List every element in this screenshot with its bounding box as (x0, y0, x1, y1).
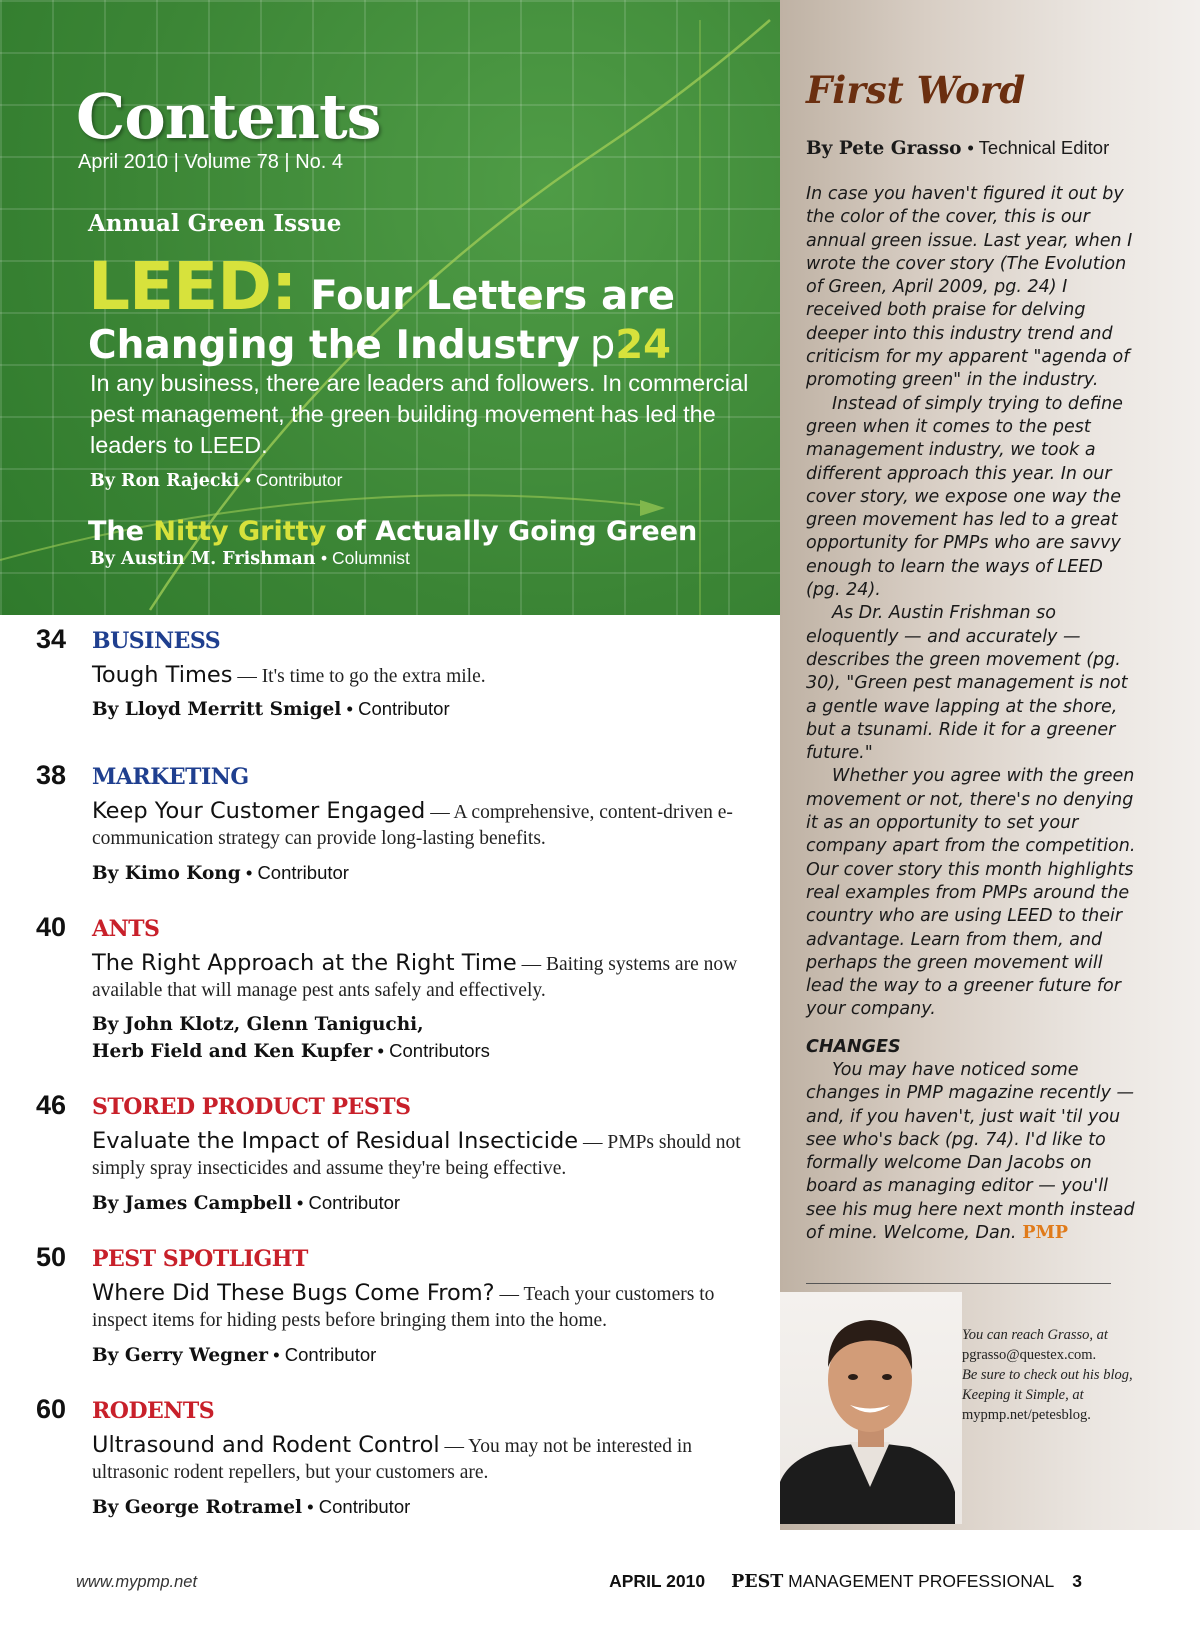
toc-role: • Contributor (341, 698, 450, 719)
headline-part1: Four Letters are (310, 273, 676, 319)
secondary-post: of Actually Going Green (335, 516, 698, 547)
cover-deck: In any business, there are leaders and followers. In commercial pest management, the green building movement has led the leaders to LEED. (90, 370, 749, 458)
toc-title: Evaluate the Impact of Residual Insecticide (92, 1128, 579, 1154)
footer-folio (609, 1571, 1082, 1592)
toc-byline (92, 1038, 490, 1065)
toc-summary (92, 1128, 752, 1182)
toc-dash: — (425, 802, 454, 823)
contact-text: Be sure to check out his blog, Keeping it Simple, at (962, 1367, 1133, 1403)
toc-page-number: 60 (36, 1394, 67, 1424)
first-word-title: First Word (806, 68, 1026, 112)
contact-text: You can reach Grasso, at (962, 1327, 1108, 1343)
section-heading: CHANGES (806, 1036, 901, 1057)
secondary-headline[interactable] (88, 516, 697, 547)
toc-author: By James Campbell (92, 1193, 292, 1214)
headline-part2: Changing the Industry (88, 323, 580, 368)
paragraph: Whether you agree with the green movement or not, there's no denying it as an opportunity to set your company apart from the competition. Our cover story this month highlights real examples from PMPs around the country who are using LEED to their advantage. Learn from them, and perhaps the green movement will lead the way to a greener future for your company. (806, 766, 1136, 1020)
toc-dash: — (494, 1284, 524, 1305)
page-prefix: p (589, 322, 616, 368)
toc-byline (92, 1190, 400, 1217)
magazine-name-rest: MANAGEMENT PROFESSIONAL (783, 1571, 1055, 1591)
footer-date: APRIL 2010 (609, 1571, 706, 1591)
contact-email[interactable]: pgrasso@questex.com. (962, 1347, 1097, 1363)
cover-headline[interactable] (88, 248, 675, 325)
toc-category: BUSINESS (92, 628, 221, 654)
toc-entry[interactable] (0, 912, 780, 1072)
toc-description: You may not be interested in ultrasonic rodent repellers, but your customers are. (92, 1436, 692, 1483)
toc-dash: — (439, 1436, 469, 1457)
issue-info: April 2010 | Volume 78 | No. 4 (78, 151, 343, 173)
paragraph: As Dr. Austin Frishman so eloquently — and accurately — describes the green movement (pg. 30), "Green pest management is not a gentle wave lapping at the shore, but a tsunami. Ride it for a greener future." (806, 603, 1128, 764)
contact-note (962, 1325, 1137, 1425)
toc-author: By George Rotramel (92, 1497, 302, 1518)
cover-kicker: Annual Green Issue (88, 210, 342, 237)
toc-title: Ultrasound and Rodent Control (92, 1432, 440, 1458)
toc-description: Teach your customers to inspect items for hiding pests before bringing them into the home. (92, 1284, 715, 1331)
toc-dash: — (516, 954, 547, 975)
toc-category: STORED PRODUCT PESTS (92, 1094, 411, 1120)
author-photo (780, 1292, 962, 1524)
toc-dash: — (578, 1132, 608, 1153)
toc-category: MARKETING (92, 764, 249, 790)
toc-description: PMPs should not simply spray insecticides and assume they're being effective. (92, 1132, 741, 1179)
first-word-byline (806, 137, 1109, 159)
page-reference: 24 (615, 322, 671, 368)
cover-byline (90, 470, 342, 491)
toc-entry[interactable] (0, 1242, 780, 1372)
toc-page-number: 38 (36, 760, 67, 790)
author-role: • Columnist (321, 548, 410, 568)
toc-page-number: 40 (36, 912, 67, 942)
end-mark: PMP (1022, 1223, 1069, 1244)
author-role: • Technical Editor (967, 137, 1110, 158)
toc-byline (92, 1012, 424, 1038)
secondary-pre: The (88, 516, 144, 547)
divider (806, 1283, 1111, 1284)
toc-description: It's time to go the extra mile. (261, 666, 486, 687)
toc-summary (92, 1280, 752, 1334)
toc-category: PEST SPOTLIGHT (92, 1246, 308, 1272)
toc-author: Herb Field and Ken Kupfer (92, 1041, 373, 1062)
toc-author: By Gerry Wegner (92, 1345, 269, 1366)
author-name: By Austin M. Frishman (90, 549, 316, 569)
paragraph-text: You may have noticed some changes in PMP magazine recently — and, if you haven't, just wait 'til you see who's back (pg. 74). I'd like to formally welcome Dan Jacobs on board as managing editor — you'll see his mug here next month instead of mine. Welcome, Dan. (806, 1059, 1135, 1244)
toc-page-number: 46 (36, 1090, 67, 1120)
toc-entry[interactable] (0, 624, 780, 724)
footer-url[interactable]: www.mypmp.net (76, 1573, 198, 1591)
toc-byline (92, 860, 349, 887)
toc-role: • Contributors (372, 1040, 490, 1061)
toc-title: The Right Approach at the Right Time (92, 950, 517, 976)
toc-byline (92, 696, 450, 723)
first-word-body (806, 183, 1136, 1245)
toc-description: A comprehensive, content-driven e-communication strategy can provide long-lasting benefits. (92, 802, 733, 849)
toc-author: By Lloyd Merritt Smigel (92, 699, 342, 720)
toc-entry[interactable] (0, 1394, 780, 1524)
author-role: • Contributor (244, 470, 343, 490)
toc-role: • Contributor (240, 862, 349, 883)
toc-summary (92, 950, 752, 1004)
toc-title: Tough Times (92, 662, 233, 688)
toc-summary (92, 1432, 752, 1486)
toc-role: • Contributor (291, 1192, 401, 1213)
toc-byline (92, 1342, 376, 1369)
toc-author: By Kimo Kong (92, 863, 241, 884)
toc-page-number: 50 (36, 1242, 67, 1272)
toc-role: • Contributor (268, 1344, 377, 1365)
magazine-name-bold: PEST (731, 1572, 784, 1592)
secondary-byline (90, 548, 410, 569)
paragraph: In case you haven't figured it out by the color of the cover, this is our annual green issue. Last year, when I wrote the cover story (The Evolution of Green, April 2009, pg. 24) I received both praise for delving deeper into this industry trend and criticism for my apparent "agenda of promoting green" in the industry. (806, 184, 1133, 391)
toc-title: Where Did These Bugs Come From? (92, 1280, 495, 1306)
cover-panel (0, 0, 780, 615)
toc-summary (92, 662, 752, 690)
toc-category: ANTS (92, 916, 160, 942)
page-title: Contents (76, 80, 381, 153)
magazine-name (731, 1571, 1054, 1591)
author-name: By Pete Grasso (806, 138, 962, 159)
toc-entry[interactable] (0, 1090, 780, 1220)
blog-link[interactable]: mypmp.net/petesblog. (962, 1407, 1091, 1423)
cover-headline-line2[interactable] (88, 322, 671, 368)
toc-role: • Contributor (302, 1496, 411, 1517)
toc-author: By John Klotz, Glenn Taniguchi, (92, 1014, 424, 1035)
paragraph: Instead of simply trying to define green when it comes to the pest management industry, we took a different approach this year. In our cover story, we expose one way the green movement has led to a great opportunity for PMPs who are savvy enough to learn the ways of LEED (pg. 24). (806, 393, 1123, 601)
toc-category: RODENTS (92, 1398, 215, 1424)
headline-leed: LEED: (88, 248, 297, 325)
toc-summary (92, 798, 752, 852)
author-name: By Ron Rajecki (90, 471, 240, 491)
toc-description: Baiting systems are now available that will manage pest ants safely and effectively. (92, 954, 738, 1001)
toc-entry[interactable] (0, 760, 780, 890)
page-number: 3 (1072, 1571, 1082, 1591)
toc-dash: — (232, 666, 262, 687)
toc-title: Keep Your Customer Engaged (92, 798, 426, 824)
toc-page-number: 34 (36, 624, 67, 654)
paragraph (806, 1059, 1136, 1245)
secondary-highlight: Nitty Gritty (153, 516, 327, 547)
toc-byline (92, 1494, 410, 1521)
